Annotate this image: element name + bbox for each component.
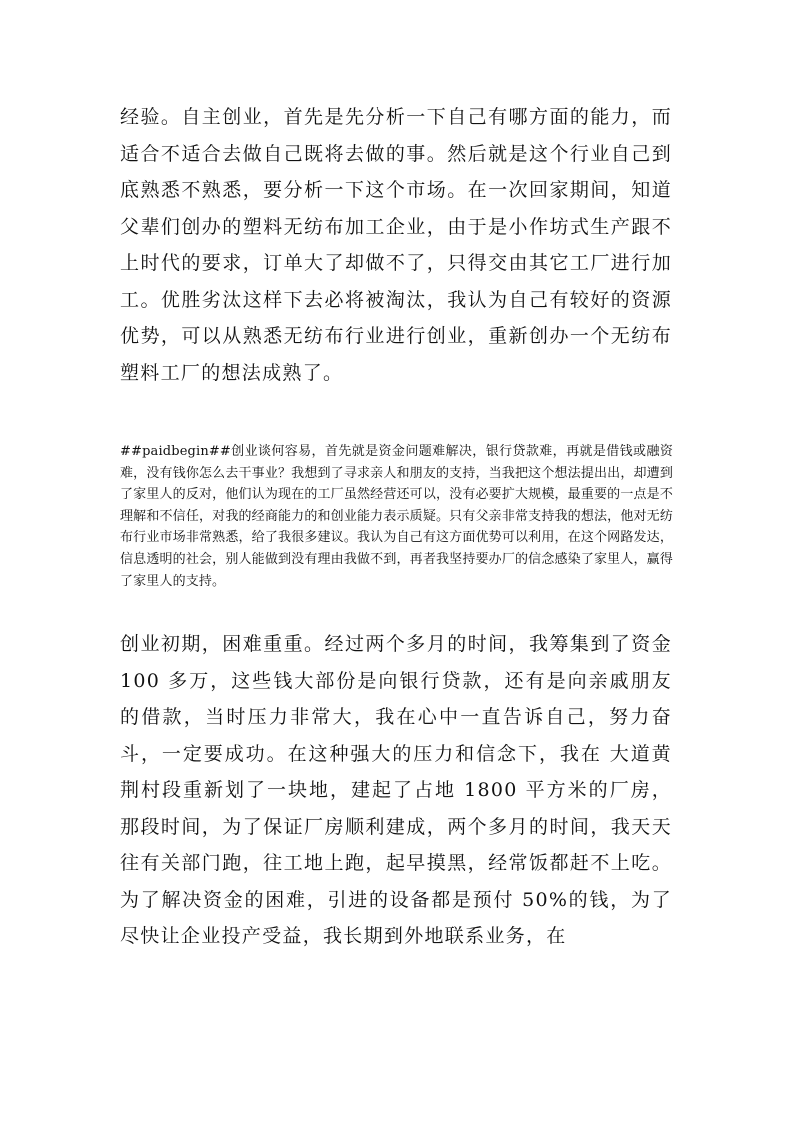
body-paragraph-3: 创业初期，困难重重。经过两个多月的时间，我筹集到了资金 100 多万，这些钱大部份是向银行贷款，还有是向亲戚朋友的借款，当时压力非常大，我在心中一直告诉自己，努力奋斗，一定要成功。在这种强大的压力和信念下，我在 大道黄荆村段重新划了一块地，建起了占地 1800 平方米的厂房，那段时间，为了保证厂房顺利建成，两个多月的时间，我天天往有关部门跑，往工地上跑，起早摸黑，经常饭都赶不上吃。为了解决资金的困难，引进的设备都是预付 50%的钱，为了尽快让企业投产受益，我长期到外地联系业务，在 (120, 633, 672, 947)
body-paragraph-1: 经验。自主创业，首先是先分析一下自己有哪方面的能力，而适合不适合去做自己既将去做的事。然后就是这个行业自己到底熟悉不熟悉，要分析一下这个市场。在一次回家期间，知道父辈们创办的塑料无纺布加工企业，由于是小作坊式生产跟不上时代的要求，订单大了却做不了，只得交由其它工厂进行加工。优胜劣汰这样下去必将被淘汰，我认为自己有较好的资源优势，可以从熟悉无纺布行业进行创业，重新创办一个无纺布塑料工厂的想法成熟了。 (120, 106, 672, 384)
body-paragraph-2-small: ##paidbegin##创业谈何容易，首先就是资金问题难解决，银行贷款难，再就是借钱或融资难，没有钱你怎么去干事业？我想到了寻求亲人和朋友的支持，当我把这个想法提出出，却遭到了家里人的反对，他们认为现在的工厂虽然经营还可以，没有必要扩大规模，最重要的一点是不理解和不信任，对我的经商能力的和创业能力表示质疑。只有父亲非常支持我的想法，他对无纺布行业市场非常熟悉，给了我很多建议。我认为自己有这方面优势可以利用，在这个网路发达，信息透明的社会，别人能做到没有理由我做不到，再者我坚持要办厂的信念感染了家里人，赢得了家里人的支持。 (120, 444, 673, 589)
